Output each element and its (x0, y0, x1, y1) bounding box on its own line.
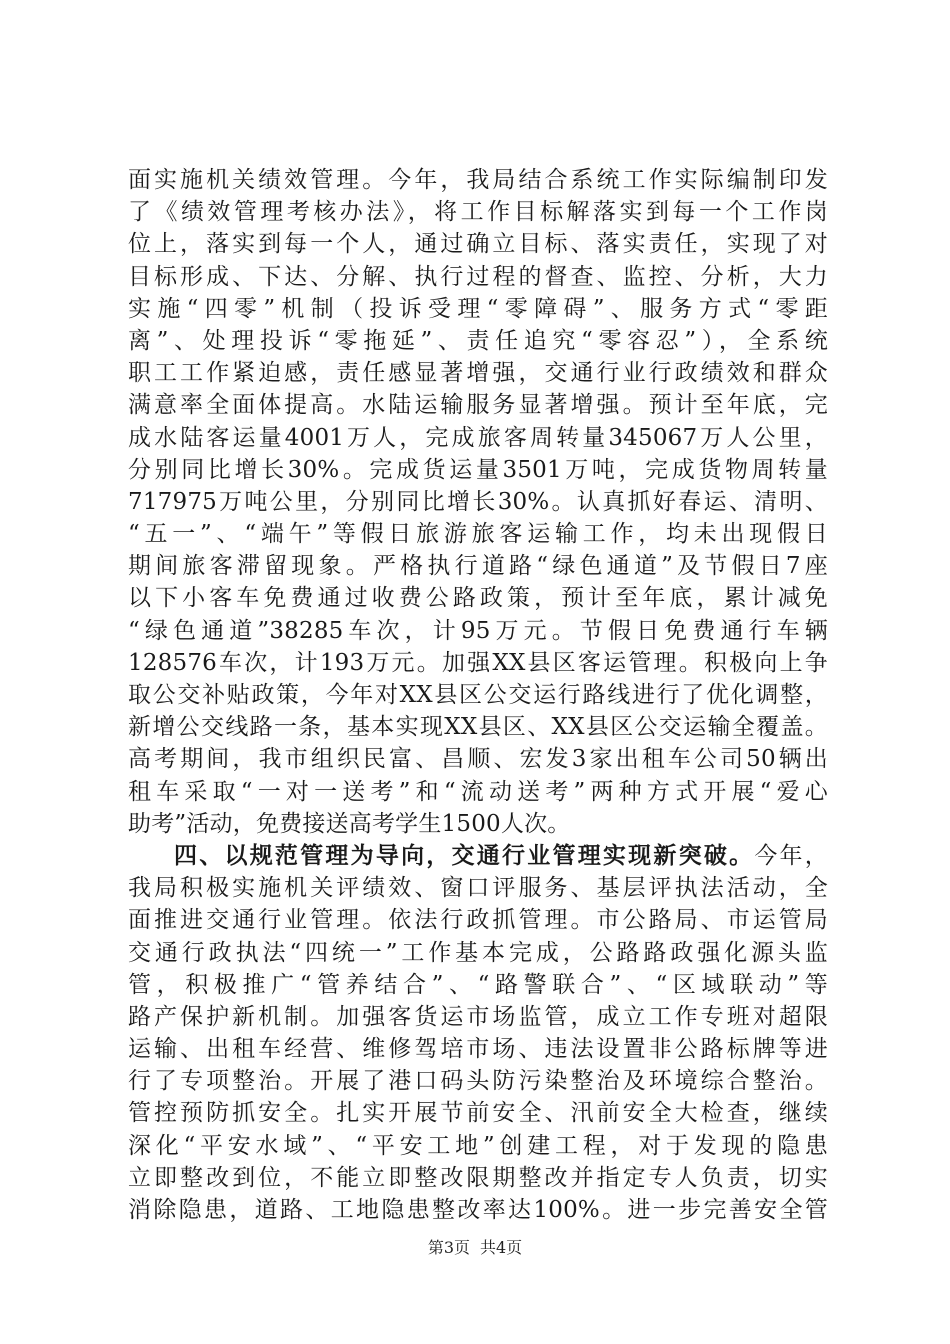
paragraph-line: 行了专项整治。开展了港口码头防污染整治及环境综合整治。 (128, 1068, 828, 1095)
paragraph-line: 深化“平安水域”、“平安工地”创建工程，对于发现的隐患 (128, 1132, 828, 1159)
paragraph-line: 取公交补贴政策，今年对XX县区公交运行路线进行了优化调整， (128, 682, 828, 708)
section-heading-tail: 今年， (754, 842, 828, 869)
paragraph-line: “绿色通道”38285车次，计95万元。节假日免费通行车辆 (128, 617, 828, 644)
paragraph-line: “五一”、“端午”等假日旅游旅客运输工作，均未出现假日 (128, 521, 828, 548)
page-number: 第3页 (427, 1238, 470, 1257)
paragraph-line: 面实施机关绩效管理。今年，我局结合系统工作实际编制印发 (128, 167, 828, 193)
paragraph-line: 717975万吨公里，分别同比增长30%。认真抓好春运、清明、 (128, 488, 828, 515)
document-body (128, 164, 828, 1226)
paragraph-line: 实施“四零”机制（投诉受理“零障碍”、服务方式“零距 (128, 295, 828, 322)
paragraph-line: 立即整改到位，不能立即整改限期整改并指定专人负责，切实 (128, 1164, 828, 1191)
paragraph-line: 新增公交线路一条，基本实现XX县区、XX县区公交运输全覆盖。 (128, 714, 828, 741)
paragraph-line: 租车采取“一对一送考”和“流动送考”两种方式开展“爱心 (128, 778, 828, 805)
paragraph-line: 高考期间，我市组织民富、昌顺、宏发3家出租车公司50辆出 (128, 746, 828, 773)
paragraph-line: 消除隐患，道路、工地隐患整改率达100%。进一步完善安全管 (128, 1197, 828, 1223)
paragraph-line: 面推进交通行业管理。依法行政抓管理。市公路局、市运管局 (128, 907, 828, 934)
paragraph-line: 离”、处理投诉“零拖延”、责任追究“零容忍”），全系统 (128, 327, 828, 354)
paragraph-line: 目标形成、下达、分解、执行过程的督查、监控、分析，大力 (128, 263, 828, 290)
page-footer (0, 1238, 950, 1258)
paragraph-line: 我局积极实施机关评绩效、窗口评服务、基层评执法活动，全 (128, 875, 828, 902)
paragraph-line: 了《绩效管理考核办法》，将工作目标解落实到每一个工作岗 (128, 199, 828, 226)
paragraph-line: 运输、出租车经营、维修驾培市场、违法设置非公路标牌等进 (128, 1036, 828, 1063)
paragraph-line: 以下小客车免费通过收费公路政策，预计至年底，累计减免 (128, 585, 828, 612)
paragraph-line: 职工工作紧迫感，责任感显著增强，交通行业行政绩效和群众 (128, 360, 828, 387)
paragraph-line: 交通行政执法“四统一”工作基本完成，公路路政强化源头监 (128, 939, 828, 966)
section-heading: 四、以规范管理为导向，交通行业管理实现新突破。 (174, 841, 755, 869)
paragraph-line: 路产保护新机制。加强客货运市场监管，成立工作专班对超限 (128, 1003, 828, 1030)
paragraph-line: 满意率全面体提高。水陆运输服务显著增强。预计至年底，完 (128, 392, 828, 419)
paragraph-line: 位上，落实到每一个人，通过确立目标、落实责任，实现了对 (128, 231, 828, 258)
paragraph-line: 分别同比增长30%。完成货运量3501万吨，完成货物周转量 (128, 456, 828, 483)
paragraph-line: 管，积极推广“管养结合”、“路警联合”、“区域联动”等 (128, 971, 828, 998)
section-heading-line (128, 840, 828, 872)
page-total: 共4页 (480, 1238, 523, 1257)
paragraph-line: 成水陆客运量4001万人，完成旅客周转量345067万人公里， (128, 424, 828, 451)
paragraph-line: 助考”活动，免费接送高考学生1500人次。 (128, 810, 571, 837)
paragraph-line: 128576车次，计193万元。加强XX县区客运管理。积极向上争 (128, 649, 828, 676)
paragraph-line: 管控预防抓安全。扎实开展节前安全、汛前安全大检查，继续 (128, 1100, 828, 1127)
paragraph-line: 期间旅客滞留现象。严格执行道路“绿色通道”及节假日7座 (128, 553, 828, 580)
